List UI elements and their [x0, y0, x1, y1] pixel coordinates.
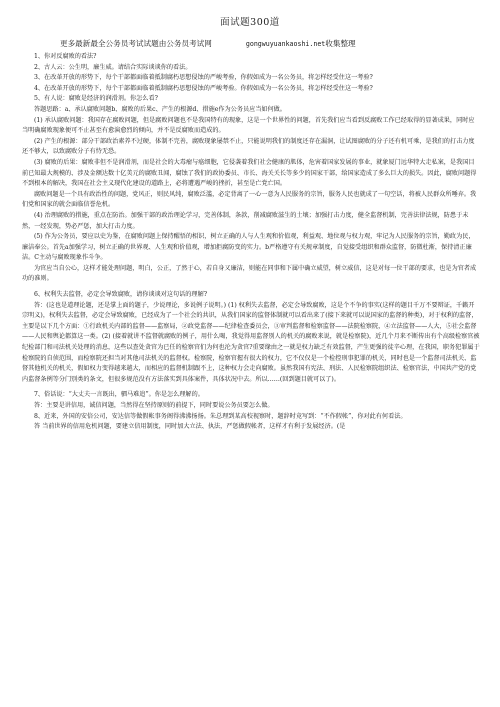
document-body [22, 52, 480, 433]
paragraph: 6、权利失去监督，必定会导致腐败，请你谈谈对这句话的理解? [34, 291, 207, 299]
paragraph: 2、古人云：公生明，廉生威。请结合实际谈谈你的看法。 [34, 63, 192, 71]
paragraph: 5、有人说：腐败是经济的润滑剂。你怎么看? [34, 95, 158, 103]
source-url: gongwuyuankaoshi.net [245, 40, 326, 48]
paragraph: 7、俗话说：“大丈夫一言既出，驷马难追”。你是怎么理解的。 [34, 391, 204, 399]
paragraph: (3) 腐败的后果：腐败非但不是润滑剂，而是社会的大毒瘤与癌细胞，它侵袭着我们社会健康的肌体，危害着国家发展的事业，就象厦门远华特大走私案，是我国目前已知最大规模的、涉及金额达数十亿美元的腐败丑闻，腐蚀了我们的政协委员、市长、海关关长等多少的国家干部，给国家造成了多么巨大的损失。因此，腐败问题得不到根本的解决，我国在社会主义现代化建设的道路上，必将遭遇严峻的挫折，甚至是亡党亡国。 [22, 158, 477, 188]
paragraph: 答题思路：a、承认腐败问题b、腐败的后果c、产生的根源d、措施e作为公务员应当如何做。 [34, 105, 286, 113]
paragraph: 8、近来，外国的安倍公司，安达信等做假帐事务阁得沸沸扬扬。朱总理到某高校视察时，题辞时竟写到：“不作假帐”，你对此有何看法。 [34, 412, 407, 420]
paragraph: 答：主要是讲信用，诚信问题，当然得在坚持原则的前提下，同时要说公务员要怎么做。 [34, 402, 274, 409]
paragraph: 腐败问题是一个具有政治性的问题，党风正，则民风纯，腐败泛滥，必定背离了一心一意为人民服务的宗旨，服务人民也就成了一句空话，将被人民群众所唾弃。我们党和国家的就会面临信誉危机。 [22, 190, 477, 209]
paragraph: 答 当前世界的信用危机问题，要建立信用制度，同时加大立法、执法，严惩做假帐者，这样才有利于发展经济。(是 [34, 423, 346, 431]
paragraph: 3、在改革开放的形势下，每个干部都面临着抵制腐朽思想侵蚀的严峻考验，你假如成为一名公务员，将怎样经受住这一考验? [34, 74, 373, 82]
paragraph: 答：(这也是道理论题，还是掌上面的题子，少说理论，多说例子说明。) (1) 权利失去监督，必定会导致腐败，这是个不争的事实(这样的题目千万不要辩证，千籁开宗明义)，权利失去监督，必定会导致腐败，已经成为了一个社会的共识，从我们国家的监督体制就可以看出来了(接下来就可以说国家的监督的种类)，对于权利的监督，主要是以下几个方面：①行政机关内部的监督——监察局，②政党监督——纪律检查委员会，③审判监督和检察监督——法院检察院，④立法监督——人大，⑤社会监督——人民和舆论都算这一类。(2) (接着就讲不监督就腐败的例子，用什么喝，我觉得用监督别人的机关的腐败来说，就是检察院)，近几个月来不断传出有个高级检察官被纪检部门和司法机关处理的消息，这些以查处贪官为已任的检察官们为何也沦为贪官?重要缘由之一就是权力缺乏有效监督，产生更强的徒辛心理，在我国，职务犯罪属于检察院的自侦范围，而检察院还担当对其他司法机关的监督权。检察院，检察官握有很大的权力，它不仅仅是一个检控刑事犯罪的机关，同时也是一个监督司法机关、监督其他机关的机关，假如权力变得越来越大，而相应的监督机制跟不上，这种权力会走向腐败。虽然我国有宪法、刑法、人民检察院组织法、检察官法，中国共产党的党内监督条例等分门别类的条文，但很多规范没有方法落实到具体案件，具体状况中去。所以……(回到题目就可以了)。 [22, 301, 480, 383]
subtitle-text: 更多最新最全公务员考试试题由公务员考试网 [60, 39, 212, 48]
paragraph: 1、你对反腐败的看法? [34, 53, 97, 60]
page-title: 面试题300道 [220, 17, 280, 28]
paragraph: (5) 作为公务员，要应以史为鉴，在腐败问题上保持醒悟的相识，树立正确的人与人生观和价值观，利益观、地位观与权力观，牢记为人民服务的宗旨，勤政为民，廉洁奉公。首先a加强学习，树立正确的世界观、人生观和价值观，增加拒腐防变的实力。b严格遵守有关规章制度，自觉接受组织和群众监督，防微杜渐，保持清正廉洁。C主动与腐败现象作斗争。 [22, 233, 475, 262]
paragraph: (4) 治理腐败的措施，重点在防治。加强干部的政治理论学习，完善体制，条款，削减腐败滋生的土壤；加强打击力度，健全监督机制，完善法律法规，防患于未然，一经发现，势必严惩，加大打击力度。 [22, 211, 469, 230]
paragraph: (1) 承认腐败问题：我国存在腐败问题，但是腐败问题也不是我国特有的现象，这是一个世界性的问题，首先我们应当看到反腐败工作已经取得的显著成果，同时应当明确腐败现象便可不止甚至有愈演愈烈的倾向，并不是反腐败而造成的。 [22, 116, 475, 135]
paragraph: (2) 产生的根源：部分干部政治素养不过硬，体制不完善，腐败现象屡禁不止，只能说明我们的制度还存在漏洞，让试图腐败的分子还有机可乘，是我们的打击力度还不够大，以致腐败分子有恃无恐。 [22, 137, 475, 156]
paragraph: 4、在改革开放的形势下，每个干部都面临着抵制腐朽思想侵蚀的严峻考验。你假如成为一名公务员，将怎样经受住这一考验? [34, 84, 373, 92]
page-subtitle [60, 38, 460, 49]
paragraph: 为官应当自公心，这样才能处理问题，明白，公正，了然于心，若自身又廉洁，则能在同事和下属中确立威望，树立威信，这是对每一位干部的要求，也是为官者成功的准则。 [22, 264, 477, 283]
subtitle-tail: 收集整理 [325, 39, 356, 48]
